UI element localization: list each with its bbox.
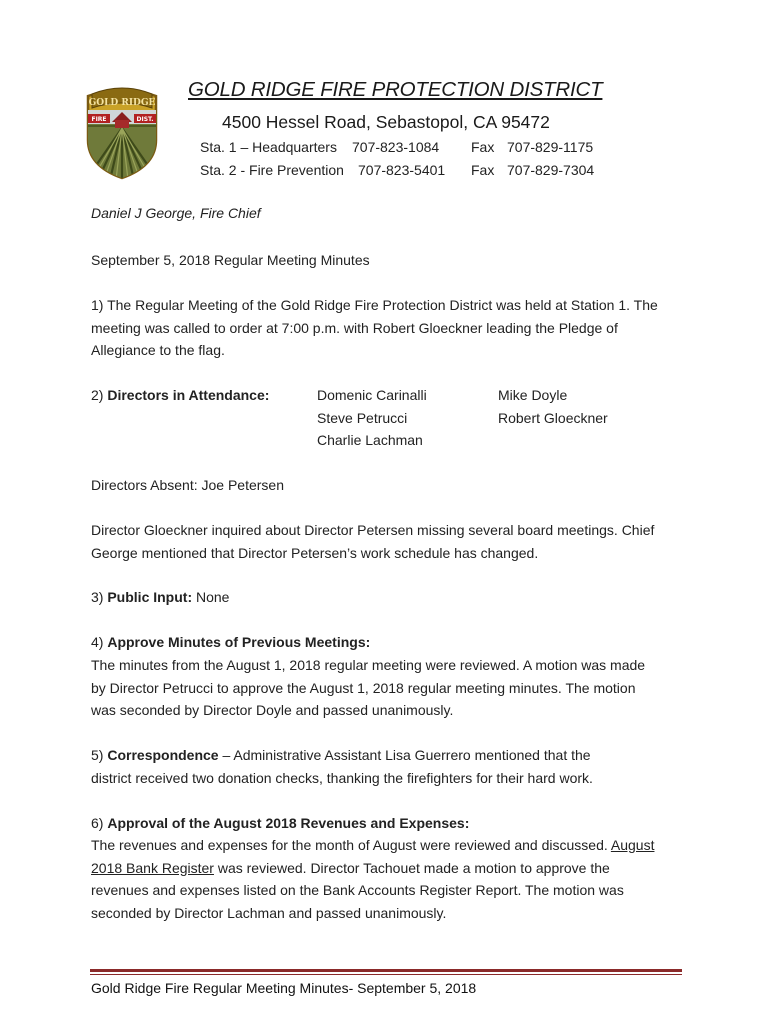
district-seal-logo xyxy=(82,86,162,180)
director-name: Robert Gloeckner xyxy=(498,409,608,426)
item-6-number: 6) xyxy=(91,815,108,831)
item-3-label: Public Input: xyxy=(107,589,193,605)
item-4-number: 4) xyxy=(91,634,108,650)
item-2-label: Directors in Attendance: xyxy=(107,387,270,403)
item-3-text: None xyxy=(192,589,230,605)
item-5-text: – Administrative Assistant Lisa Guerrero mentioned that the district received two donation checks, thanking the firefighters for their hard work. xyxy=(91,747,593,786)
item-2-number: 2) xyxy=(91,387,108,403)
item-2-heading xyxy=(91,384,269,407)
station-1-label: Sta. 1 – Headquarters xyxy=(200,139,337,155)
item-4-paragraph: The minutes from the August 1, 2018 regular meeting were reviewed. A motion was made by Director Petrucci to approve the August 1, 2018 regular meeting minutes. The motion was seconded by Director Doyle and passed unanimously. xyxy=(91,657,646,718)
item-3-paragraph xyxy=(91,586,229,609)
station-2-label: Sta. 2 - Fire Prevention xyxy=(200,162,344,178)
footer-divider-thin xyxy=(90,974,682,975)
director-name: Charlie Lachman xyxy=(317,432,423,448)
directors-column-1 xyxy=(317,384,427,452)
seal-left-text: FIRE xyxy=(91,116,107,123)
item-4-heading xyxy=(91,631,370,654)
bank-register-link[interactable]: August 2018 Bank Register xyxy=(91,837,655,876)
station-1-phone: 707-823-1084 xyxy=(352,139,440,155)
footer-text: Gold Ridge Fire Regular Meeting Minutes- September 5, 2018 xyxy=(91,980,477,996)
meeting-title: September 5, 2018 Regular Meeting Minutes xyxy=(91,252,370,268)
item-6-label: Approval of the August 2018 Revenues and Expenses: xyxy=(107,815,470,831)
fire-chief-name: Daniel J George, Fire Chief xyxy=(91,205,261,221)
absent-note-paragraph: Director Gloeckner inquired about Director Petersen missing several board meetings. Chief George mentioned that Director Petersen’s work schedule has changed. xyxy=(91,522,655,561)
item-6-heading xyxy=(91,812,469,835)
station-2-phone: 707-823-5401 xyxy=(358,162,446,178)
item-6-paragraph xyxy=(91,834,659,924)
item-5-number: 5) xyxy=(91,747,108,763)
district-title: GOLD RIDGE FIRE PROTECTION DISTRICT xyxy=(188,78,603,101)
director-name: Steve Petrucci xyxy=(317,409,408,426)
item-5-label: Correspondence xyxy=(107,747,219,763)
station-1-fax-label: Fax xyxy=(471,139,495,155)
item-6-text-1: The revenues and expenses for the month of August were reviewed and discussed. xyxy=(91,837,611,853)
director-name: Domenic Carinalli xyxy=(317,387,427,403)
item-5-paragraph xyxy=(91,744,631,789)
station-2-fax-label: Fax xyxy=(471,162,495,178)
footer-divider-thick xyxy=(90,969,682,972)
station-2-fax: 707-829-7304 xyxy=(507,162,595,178)
seal-top-text: GOLD RIDGE xyxy=(88,98,156,108)
directors-column-2 xyxy=(498,384,608,429)
directors-absent: Directors Absent: Joe Petersen xyxy=(91,477,284,493)
district-address: 4500 Hessel Road, Sebastopol, CA 95472 xyxy=(222,112,550,132)
item-1-paragraph: 1) The Regular Meeting of the Gold Ridge Fire Protection District was held at Station 1. The meeting was called to order at 7:00 p.m. with Robert Gloeckner leading the Pledge of Allegiance to the flag. xyxy=(91,297,658,358)
station-1-fax: 707-829-1175 xyxy=(507,139,594,155)
director-name: Mike Doyle xyxy=(498,387,568,403)
item-6-text-2: was reviewed. Director Tachouet made a motion to approve the revenues and expenses listed on the Bank Accounts Register Report. The motion was seconded by Director Lachman and passed unanimously. xyxy=(91,859,624,921)
item-4-label: Approve Minutes of Previous Meetings: xyxy=(107,634,371,650)
seal-right-text: DIST. xyxy=(136,116,154,123)
item-3-number: 3) xyxy=(91,589,108,605)
